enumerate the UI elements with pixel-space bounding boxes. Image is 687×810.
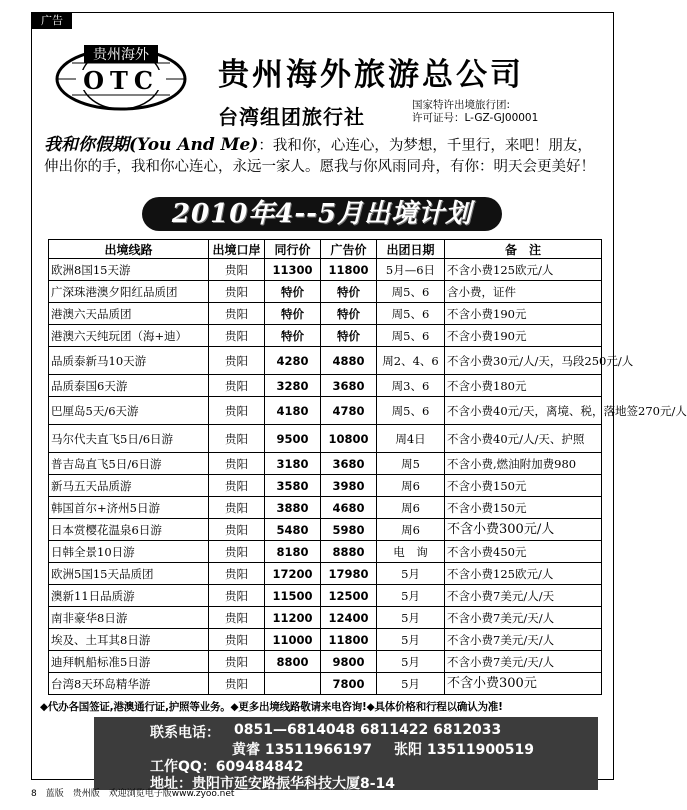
route-port: 贵阳 xyxy=(209,475,265,497)
peer-price: 11000 xyxy=(265,629,321,651)
depart-date: 周6 xyxy=(377,497,445,519)
route-note: 不含小费150元 xyxy=(445,497,602,519)
route-name: 巴厘岛5天/6天游 xyxy=(49,397,209,425)
peer-price: 8800 xyxy=(265,651,321,673)
ad-price: 7800 xyxy=(321,673,377,695)
route-name: 日本赏樱花温泉6日游 xyxy=(49,519,209,541)
route-name: 埃及、土耳其8日游 xyxy=(49,629,209,651)
depart-date: 5月 xyxy=(377,651,445,673)
route-name: 澳新11日品质游 xyxy=(49,585,209,607)
table-header-row xyxy=(49,240,602,259)
route-port: 贵阳 xyxy=(209,325,265,347)
contact-person2: 张阳 13511900519 xyxy=(394,742,535,758)
route-port: 贵阳 xyxy=(209,541,265,563)
route-note: 不含小费40元/天，离境、税，落地签270元/人 xyxy=(445,397,602,425)
route-note: 不含小费180元 xyxy=(445,375,602,397)
route-name: 台湾8天环岛精华游 xyxy=(49,673,209,695)
table-row xyxy=(49,519,602,541)
company-name: 贵州海外旅游总公司 xyxy=(218,57,524,93)
table-row xyxy=(49,651,602,673)
depart-date: 周5 xyxy=(377,453,445,475)
ad-price: 11800 xyxy=(321,629,377,651)
depart-date: 5月—6日 xyxy=(377,259,445,281)
depart-date: 周2、4、6 xyxy=(377,347,445,375)
header-note: 备 注 xyxy=(445,240,602,259)
ad-price: 特价 xyxy=(321,303,377,325)
route-name: 迪拜帆船标准5日游 xyxy=(49,651,209,673)
route-name: 欧洲5国15天品质团 xyxy=(49,563,209,585)
ad-price: 9800 xyxy=(321,651,377,673)
peer-price: 5480 xyxy=(265,519,321,541)
table-row xyxy=(49,629,602,651)
depart-date: 5月 xyxy=(377,585,445,607)
ad-price: 17980 xyxy=(321,563,377,585)
route-port: 贵阳 xyxy=(209,585,265,607)
depart-date: 周5、6 xyxy=(377,303,445,325)
table-row xyxy=(49,607,602,629)
depart-date: 周5、6 xyxy=(377,397,445,425)
table-row xyxy=(49,497,602,519)
peer-price: 4180 xyxy=(265,397,321,425)
route-note: 不含小费125欧元/人 xyxy=(445,563,602,585)
contact-address: 地址：贵阳市延安路振华科技大厦8-14 xyxy=(150,776,396,792)
peer-price: 3880 xyxy=(265,497,321,519)
header-port: 出境口岸 xyxy=(209,240,265,259)
route-note: 不含小费7美元/天/人 xyxy=(445,629,602,651)
logo-top-text: 贵州海外 xyxy=(93,47,149,63)
ad-price: 5980 xyxy=(321,519,377,541)
license-line2: 许可证号：L-GZ-GJ00001 xyxy=(412,112,539,124)
route-port: 贵阳 xyxy=(209,375,265,397)
slogan xyxy=(44,135,604,178)
depart-date: 电 询 xyxy=(377,541,445,563)
license-info xyxy=(412,99,538,125)
subtitle: 台湾组团旅行社 xyxy=(218,105,365,129)
peer-price: 3580 xyxy=(265,475,321,497)
ad-price: 8880 xyxy=(321,541,377,563)
otc-logo xyxy=(52,41,190,111)
peer-price: 11300 xyxy=(265,259,321,281)
table-row xyxy=(49,475,602,497)
ad-price: 12500 xyxy=(321,585,377,607)
route-port: 贵阳 xyxy=(209,259,265,281)
ad-price: 4880 xyxy=(321,347,377,375)
route-name: 马尔代夫直飞5日/6日游 xyxy=(49,425,209,453)
peer-price: 8180 xyxy=(265,541,321,563)
depart-date: 5月 xyxy=(377,673,445,695)
depart-date: 5月 xyxy=(377,563,445,585)
table-row xyxy=(49,325,602,347)
header-ad-price: 广告价 xyxy=(321,240,377,259)
table-row xyxy=(49,375,602,397)
route-name: 普吉岛直飞5日/6日游 xyxy=(49,453,209,475)
route-note: 不含小费190元 xyxy=(445,303,602,325)
route-port: 贵阳 xyxy=(209,519,265,541)
footnote: ◆代办各国签证,港澳通行证,护照等业务。◆更多出境线路敬请来电咨询!◆具体价格和行程以确认为准! xyxy=(40,701,503,713)
table-row xyxy=(49,563,602,585)
ad-price: 3680 xyxy=(321,375,377,397)
route-name: 韩国首尔+济州5日游 xyxy=(49,497,209,519)
route-port: 贵阳 xyxy=(209,563,265,585)
route-name: 日韩全景10日游 xyxy=(49,541,209,563)
table-row xyxy=(49,259,602,281)
slogan-highlight: 我和你假期(You And Me) xyxy=(44,135,259,155)
route-port: 贵阳 xyxy=(209,607,265,629)
routes-table xyxy=(48,239,687,695)
route-port: 贵阳 xyxy=(209,397,265,425)
peer-price: 3280 xyxy=(265,375,321,397)
peer-price: 特价 xyxy=(265,281,321,303)
table-row xyxy=(49,397,602,425)
route-port: 贵阳 xyxy=(209,673,265,695)
ad-label: 广告 xyxy=(32,13,72,29)
peer-price: 17200 xyxy=(265,563,321,585)
route-port: 贵阳 xyxy=(209,629,265,651)
ad-price: 3980 xyxy=(321,475,377,497)
route-note: 不含小费30元/人/天，马段250元/人 xyxy=(445,347,602,375)
contact-person1: 黄睿 13511966197 xyxy=(232,742,373,758)
ad-price: 特价 xyxy=(321,325,377,347)
plan-banner: 2010年4--5月出境计划 xyxy=(142,197,502,231)
depart-date: 周3、6 xyxy=(377,375,445,397)
ad-price: 4680 xyxy=(321,497,377,519)
route-note: 不含小费450元 xyxy=(445,541,602,563)
ad-price: 3680 xyxy=(321,453,377,475)
ad-price: 12400 xyxy=(321,607,377,629)
table-row xyxy=(49,585,602,607)
route-note: 不含小费40元/人/天、护照 xyxy=(445,425,602,453)
logo-text: OTC xyxy=(83,66,159,95)
route-note: 不含小费190元 xyxy=(445,325,602,347)
route-name: 品质泰国6天游 xyxy=(49,375,209,397)
peer-price: 11200 xyxy=(265,607,321,629)
route-port: 贵阳 xyxy=(209,497,265,519)
contact-box xyxy=(94,717,598,790)
route-note: 不含小费125欧元/人 xyxy=(445,259,602,281)
table-row xyxy=(49,347,602,375)
header-route: 出境线路 xyxy=(49,240,209,259)
route-note: 不含小费300元 xyxy=(445,673,602,695)
route-port: 贵阳 xyxy=(209,425,265,453)
route-note: 不含小费7美元/天/人 xyxy=(445,607,602,629)
table-row xyxy=(49,281,602,303)
depart-date: 5月 xyxy=(377,607,445,629)
peer-price: 4280 xyxy=(265,347,321,375)
table-row xyxy=(49,541,602,563)
peer-price xyxy=(265,673,321,695)
routes-body xyxy=(49,259,687,695)
route-note: 不含小费7美元/天/人 xyxy=(445,651,602,673)
table-row xyxy=(49,303,602,325)
peer-price: 3180 xyxy=(265,453,321,475)
table-row xyxy=(49,673,602,695)
header-date: 出团日期 xyxy=(377,240,445,259)
route-note: 不含小费150元 xyxy=(445,475,602,497)
route-name: 欧洲8国15天游 xyxy=(49,259,209,281)
contact-qq: 工作QQ：609484842 xyxy=(150,759,304,775)
route-note: 不含小费,燃油附加费980 xyxy=(445,453,602,475)
peer-price: 11500 xyxy=(265,585,321,607)
route-name: 港澳六天纯玩团（海+迪） xyxy=(49,325,209,347)
route-note: 含小费，证件 xyxy=(445,281,602,303)
header-peer-price: 同行价 xyxy=(265,240,321,259)
route-note: 不含小费7美元/人/天 xyxy=(445,585,602,607)
route-port: 贵阳 xyxy=(209,347,265,375)
page-footer: 8 蓝版 贵州版 欢迎浏览电子版www.zyoo.net xyxy=(31,789,235,799)
route-note: 不含小费300元/人 xyxy=(445,519,602,541)
advert-page xyxy=(31,12,687,792)
ad-price: 4780 xyxy=(321,397,377,425)
depart-date: 周5、6 xyxy=(377,281,445,303)
table-row xyxy=(49,425,602,453)
route-name: 南非豪华8日游 xyxy=(49,607,209,629)
route-name: 新马五天品质游 xyxy=(49,475,209,497)
route-port: 贵阳 xyxy=(209,453,265,475)
depart-date: 周4日 xyxy=(377,425,445,453)
peer-price: 特价 xyxy=(265,325,321,347)
route-port: 贵阳 xyxy=(209,281,265,303)
contact-phone-label: 联系电话： xyxy=(150,725,220,741)
ad-price: 10800 xyxy=(321,425,377,453)
route-port: 贵阳 xyxy=(209,651,265,673)
depart-date: 周6 xyxy=(377,519,445,541)
ad-price: 11800 xyxy=(321,259,377,281)
depart-date: 周5、6 xyxy=(377,325,445,347)
peer-price: 9500 xyxy=(265,425,321,453)
route-name: 广深珠港澳夕阳红品质团 xyxy=(49,281,209,303)
route-name: 港澳六天品质团 xyxy=(49,303,209,325)
license-line1: 国家特许出境旅行团: xyxy=(412,99,511,111)
contact-phones: 0851—6814048 6811422 6812033 xyxy=(234,722,502,738)
depart-date: 5月 xyxy=(377,629,445,651)
depart-date: 周6 xyxy=(377,475,445,497)
route-port: 贵阳 xyxy=(209,303,265,325)
peer-price: 特价 xyxy=(265,303,321,325)
ad-price: 特价 xyxy=(321,281,377,303)
table-row xyxy=(49,453,602,475)
slogan-text: ：我和你，心连心，为梦想，千里行，来吧！朋友，伸出你的手，我和你心连心，永远一家人。愿我与你风雨同舟，有你：明天会更美好！ xyxy=(44,138,595,175)
route-name: 品质泰新马10天游 xyxy=(49,347,209,375)
